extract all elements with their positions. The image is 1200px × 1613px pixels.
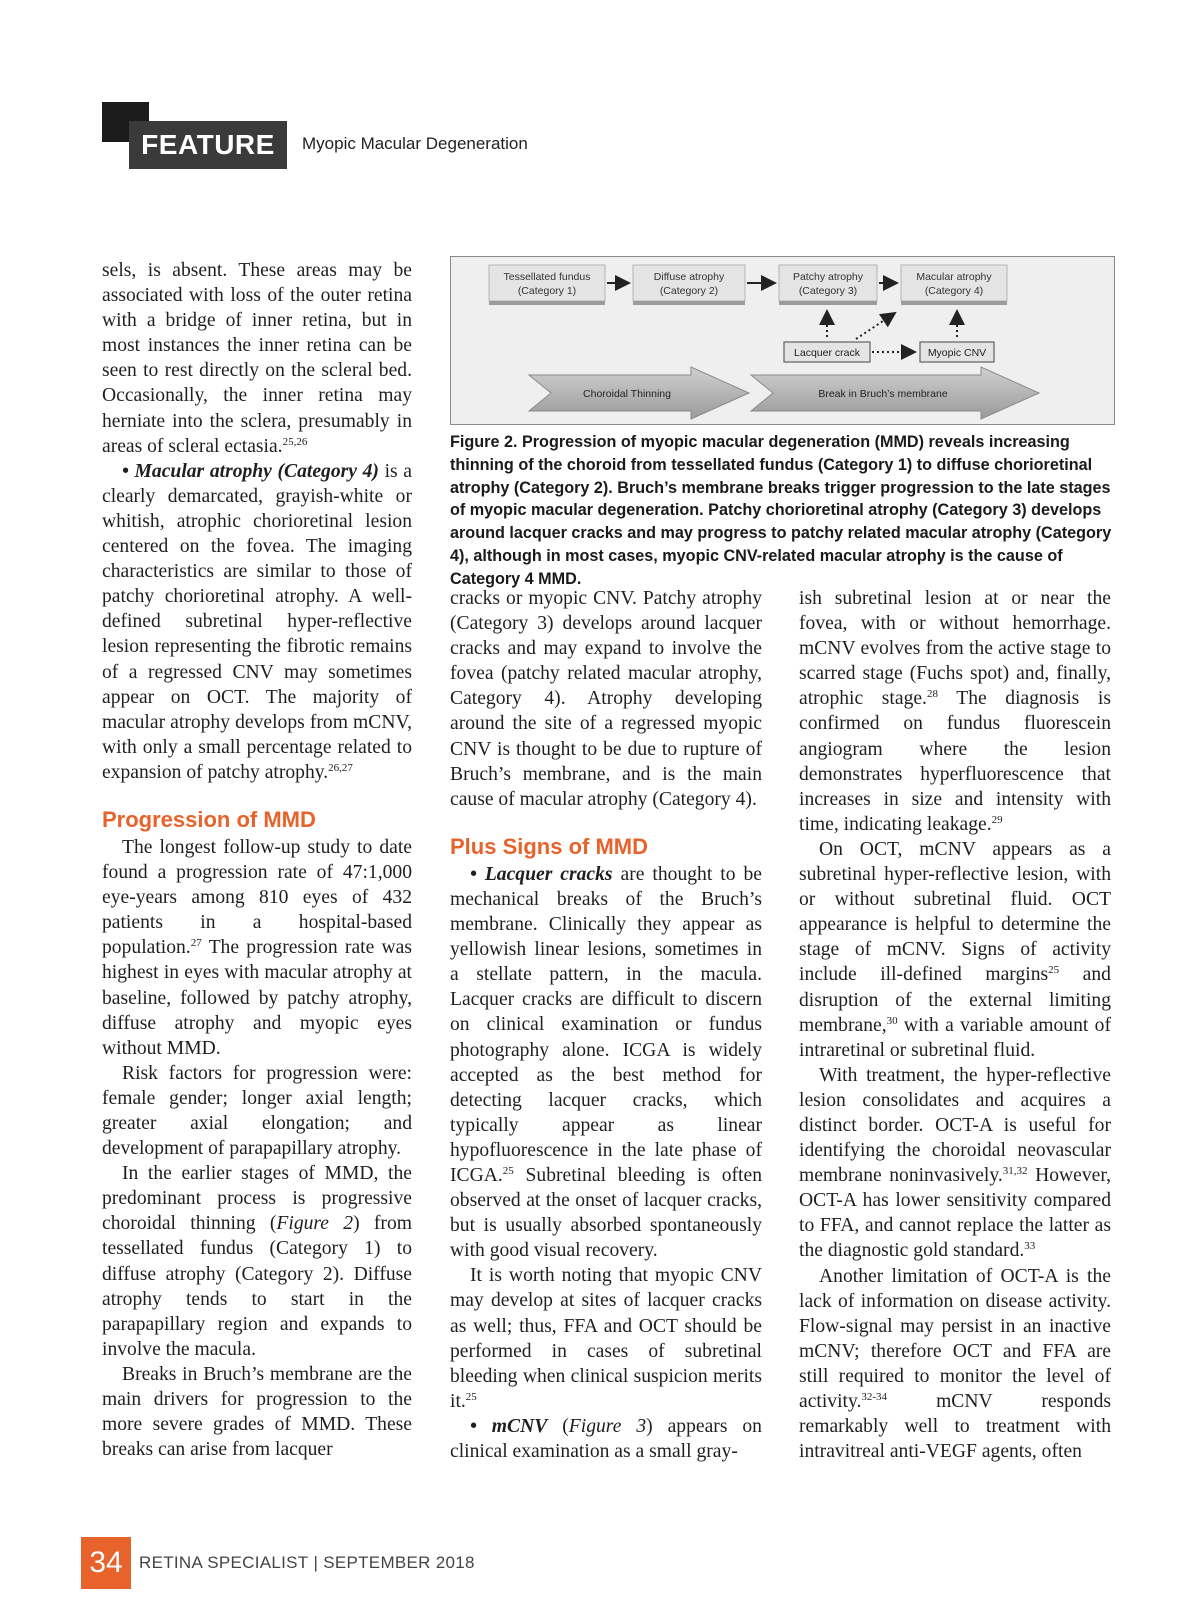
arrow-choroidal-thinning [529,367,749,419]
figure-caption: Figure 2. Progression of myopic macular degeneration (MMD) reveals increasing thinning of the choroid from tessellated fundus (Category 1) to diffuse chorioretinal atrophy (Category 2). Bruch’s membrane breaks trigger progression to the late stages of myopic macular degeneration. Patchy chorioretinal atrophy (Category 3) develops around lacquer cracks and may progress to patchy related macular atrophy (Category 4), although in most cases, myopic CNV-related macular atrophy is the cause of Category 4 MMD. [450,433,1112,588]
citation: 28 [926,688,938,701]
paragraph: Breaks in Bruch’s membrane are the main drivers for progression to the more severe grades of MMD. These breaks can arise from lacquer [102,1363,412,1461]
box-myopic-cnv [920,342,994,362]
box-category-4-line1: Macular atrophy [916,271,992,283]
box-category-4-line2: (Category 4) [924,285,984,297]
text-column-2 [450,586,762,1464]
text-column-1 [102,258,412,1462]
box-category-1-line2: (Category 1) [517,285,577,297]
section-heading: Progression of MMD [102,806,316,832]
paragraph: The longest follow-up study to date found a progression rate of 47:1,000 eye-years among 810 eyes of 432 patients in a hospital-based population.$^{27}$ The progression rate was highest in eyes with macular atrophy at baseline, followed by patchy atrophy, diffuse atrophy and myopic eyes without MMD. [102,836,412,1059]
page-number: 34 [81,1537,131,1589]
citation: 30 [886,1014,898,1027]
box-category-1 [489,265,605,305]
paragraph: ish subretinal lesion at or near the fovea, with or without hemorrhage. mCNV evolves from the active stage to scarred stage (Fuchs spot) and, finally, atrophic stage.$^{28}$ The diagnosis is confirmed on fundus fluorescein angiogram where the lesion demonstrates hyperfluorescence that increases in size and intensity with time, indicating leakage.$^{29}$ [799,588,1111,835]
lacquer-crack-label: Lacquer crack [794,347,860,359]
footer-separator: | [313,1553,319,1572]
box-category-2-line1: Diffuse atrophy [653,271,725,283]
figure-reference: Figure 2 [276,1213,354,1235]
section-label: FEATURE [129,121,287,169]
citation: 25 [465,1390,477,1403]
paragraph: cracks or myopic CNV. Patchy atrophy (Category 3) develops around lacquer cracks and may expand to involve the fovea (patchy related macular atrophy, Category 4). Atrophy developing around the site of a regressed myopic CNV is thought to be due to rupture of Bruch’s membrane, and is the main cause of macular atrophy (Category 4). [450,588,762,810]
paragraph: Another limitation of OCT-A is the lack of information on disease activity. Flow-signal may persist in an inactive mCNV; therefore OCT and FFA are still required to monitor the level of activity.$^{32-34}$ mCNV responds remarkably well to treatment with intravitreal anti-VEGF agents, often [799,1265,1111,1463]
arrow-bruch-break [751,367,1039,419]
myopic-cnv-label: Myopic CNV [927,347,987,359]
text-column-3 [799,586,1111,1464]
citation: 33 [1024,1240,1036,1253]
citation: 26,27 [328,761,353,774]
box-category-3-line1: Patchy atrophy [792,271,864,283]
paragraph: • Lacquer cracks are thought to be mechanical breaks of the Bruch’s membrane. Clinically they appear as yellowish linear lesions, sometimes in a stellate pattern, in the macula. Lacquer cracks are difficult to discern on clinical examination or fundus photography alone. ICGA is widely accepted as the best method for detecting lacquer cracks, which typically appear as linear hypofluorescence in the late phase of ICGA.$^{25}$ Subretinal bleeding is often observed at the onset of lacquer cracks, but is usually absorbed spontaneously with good visual recovery. [450,863,762,1262]
citation: 25 [502,1164,514,1177]
citation: 32-34 [861,1391,888,1403]
paragraph: • mCNV (Figure 3) appears on clinical examination as a small gray- [450,1415,762,1462]
box-lacquer-crack [784,342,870,362]
progression-diagram [451,257,1114,424]
box-category-2 [633,265,745,305]
choroidal-thinning-label: Choroidal Thinning [583,388,671,400]
paragraph: • Macular atrophy (Category 4) is a clearly demarcated, grayish-white or whitish, atrophic chorioretinal lesion centered on the fovea. The imaging characteristics are similar to those of patchy chorioretinal atrophy. A well-defined subretinal hyper-reflective lesion representing the fibrotic remains of a regressed CNV may sometimes appear on OCT. The majority of macular atrophy develops from mCNV, with only a small percentage related to expansion of patchy atrophy.$^{26,27}$ [102,460,412,783]
citation: 25,26 [282,435,308,448]
box-category-2-line2: (Category 2) [659,285,719,297]
citation: 27 [190,937,202,950]
citation: 25 [1048,964,1060,977]
paragraph: On OCT, mCNV appears as a subretinal hyper-reflective lesion, with or without subretinal fluid. OCT appearance is helpful to determine the stage of mCNV. Signs of activity include ill-defined margins$^{25}$ and disruption of the external limiting membrane,$^{30}$ with a variable amount of intraretinal or subretinal fluid. [799,838,1111,1061]
citation: 31,32 [1002,1165,1028,1178]
box-category-3-line2: (Category 3) [798,285,858,297]
issue-date: SEPTEMBER 2018 [323,1553,475,1572]
paragraph: In the earlier stages of MMD, the predominant process is progressive choroidal thinning (Figure 2) from tessellated fundus (Category 1) to diffuse atrophy (Category 2). Diffuse atrophy tends to start in the parapapillary region and expands to involve the macula. [102,1163,412,1360]
figure-2-diagram [450,256,1115,425]
section-heading: Plus Signs of MMD [450,833,648,859]
paragraph: It is worth noting that myopic CNV may develop at sites of lacquer cracks as well; thus, FFA and OCT should be performed in cases of subretinal bleeding when clinical suspicion merits it.$^{25}$ [450,1265,762,1412]
bullet-term: • Lacquer cracks [470,863,613,885]
dotted-arrow-lacquer-to-cat4 [856,313,895,339]
bullet-term: • Macular atrophy (Category 4) [122,460,379,482]
bruch-break-label: Break in Bruch’s membrane [818,388,948,400]
paragraph: sels, is absent. These areas may be associated with loss of the outer retina with a bridge of inner retina, but in most instances the inner retina can be seen to rest directly on the scleral bed. Occasionally, the inner retina may herniate into the sclera, presumably in areas of scleral ectasia.$^{25,26}$ [102,260,412,457]
magazine-name: RETINA SPECIALIST [139,1553,309,1572]
citation: 29 [991,813,1003,826]
paragraph: Risk factors for progression were: female gender; longer axial length; greater axial elongation; and development of parapapillary atrophy. [102,1062,412,1160]
figure-reference: Figure 3 [568,1415,647,1437]
box-category-4 [901,265,1007,305]
box-category-1-line1: Tessellated fundus [503,271,591,283]
box-category-3 [779,265,877,305]
footer-magazine-info [139,1553,475,1573]
bullet-term: • mCNV [470,1415,548,1437]
header-subtitle: Myopic Macular Degeneration [302,134,528,153]
paragraph: With treatment, the hyper-reflective lesion consolidates and acquires a distinct border. OCT-A is useful for identifying the choroidal neovascular membrane noninvasively.$^{31,32}$ However, OCT-A has lower sensitivity compared to FFA, and cannot replace the latter as the diagnostic gold standard.$^{33}$ [799,1064,1111,1262]
